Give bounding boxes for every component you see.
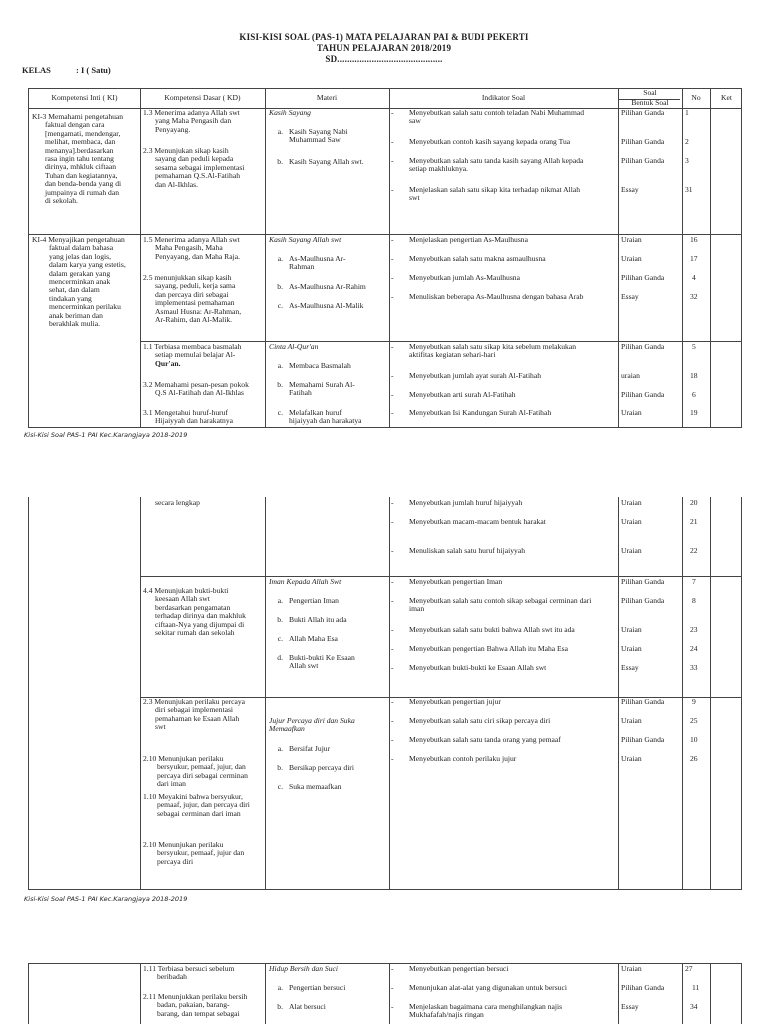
indikator-row: - Menyebutkan bukti-bukti ke Esaan Allah swt	[391, 663, 547, 672]
bentuk-soal: uraian	[621, 371, 640, 380]
bentuk-soal: Pilihan Ganda	[621, 735, 665, 744]
materi-item: a. Membaca Basmalah	[277, 361, 351, 370]
table-page-3	[28, 963, 742, 1024]
materi-cinta-alquran: Cinta Al-Qur'an	[269, 342, 319, 351]
indikator-row: - Menyebutkan jumlah As-Maulhusna	[391, 273, 520, 282]
kd-2-10-b: 2.10 Menunjukan perilaku bersyukur, pemaaf, jujur dan percaya diri	[143, 840, 245, 866]
nomor-soal: 31	[685, 185, 693, 194]
kd-1-5: 1.5 Menerima adanya Allah swt Maha Pengasih, Maha Penyayang, dan Maha Raja.	[143, 235, 240, 261]
doc-school: SD...........................................	[325, 54, 443, 64]
nomor-soal: 23	[690, 625, 698, 634]
bentuk-soal: Uraian	[621, 754, 642, 763]
nomor-soal: 33	[690, 663, 698, 672]
indikator-row: - Menyebutkan salah satu ciri sikap percaya diri	[391, 716, 551, 725]
bentuk-soal: Essay	[621, 1002, 639, 1011]
bentuk-soal: Pilihan Ganda	[621, 137, 665, 146]
materi-kasih-sayang-allah: Kasih Sayang Allah swt	[269, 235, 342, 244]
nomor-soal: 8	[692, 596, 696, 605]
indikator-row: - Menyebutkan pengertian bersuci	[391, 964, 509, 973]
indikator-row: - Menyebutkan pengertian Iman	[391, 577, 503, 586]
indikator-row: - Menyebutkan pengertian Bahwa Allah itu Maha Esa	[391, 644, 569, 653]
indikator-row: - Menyebutkan salah satu sikap kita sebelum melakukan aktifitas kegiatan sehari-hari	[391, 342, 577, 360]
bentuk-soal: Uraian	[621, 625, 642, 634]
header-bentuk-soal: Bentuk Soal	[631, 98, 669, 107]
bentuk-soal: Essay	[621, 185, 639, 194]
indikator-row: - Menyebutkan salah satu contoh teladan Nabi Muhammad saw	[391, 108, 585, 126]
indikator-row: - Menunjukan alat-alat yang digunakan untuk bersuci	[391, 983, 567, 992]
nomor-soal: 21	[690, 517, 698, 526]
table-page-1	[28, 88, 742, 428]
materi-item: d. Bukti-bukti Ke Esaan Allah swt	[277, 653, 355, 671]
bentuk-soal: Pilihan Ganda	[621, 596, 665, 605]
nomor-soal: 34	[690, 1002, 698, 1011]
materi-jujur: Jujur Percaya diri dan Suka Memaafkan	[269, 716, 355, 734]
indikator-row: - Menyebutkan salah satu bukti bahwa Allah swt itu ada	[391, 625, 575, 634]
doc-year: TAHUN PELAJARAN 2018/2019	[316, 43, 452, 53]
kd-2-10: 2.10 Menunjukan perilaku bersyukur, pemaaf, jujur, dan percaya diri sebagai cerminan dari iman	[143, 754, 248, 789]
indikator-row: - Menyebutkan arti surah Al-Fatihah	[391, 390, 516, 399]
materi-item: c. As-Maulhusna Al-Malik	[277, 301, 364, 310]
kelas-value: : I ( Satu)	[76, 65, 111, 75]
indikator-row: - Menjelaskan salah satu sikap kita terhadap nikmat Allah swt	[391, 185, 581, 203]
indikator-row: - Menyebutkan salah satu tanda orang yang pemaaf	[391, 735, 561, 744]
header-soal: Soal	[643, 88, 657, 97]
bentuk-soal: Pilihan Ganda	[621, 156, 665, 165]
materi-item: b. Kasih Sayang Allah swt.	[277, 157, 364, 166]
bentuk-soal: Uraian	[621, 517, 642, 526]
nomor-soal: 22	[690, 546, 698, 555]
bentuk-soal: Essay	[621, 663, 639, 672]
bentuk-soal: Uraian	[621, 235, 642, 244]
bentuk-soal: Uraian	[621, 716, 642, 725]
nomor-soal: 6	[692, 390, 696, 399]
materi-item: c. Melafalkan huruf hijaiyyah dan harakatya	[277, 408, 362, 426]
nomor-soal: 5	[692, 342, 696, 351]
materi-item: c. Suka memaafkan	[277, 782, 342, 791]
kelas-label: KELAS	[22, 65, 51, 75]
nomor-soal: 3	[685, 156, 689, 165]
materi-hidup-bersih: Hidup Bersih dan Suci	[269, 964, 338, 973]
kd-1-10: 1.10 Meyakini bahwa bersyukur, pemaaf, jujur, dan percaya diri sebagai cerminan dari iman	[143, 792, 250, 818]
kd-1-11: 1.11 Terbiasa bersuci sebelum beribadah	[143, 964, 235, 982]
nomor-soal: 19	[690, 408, 698, 417]
indikator-row: - Menjelaskan bagaimana cara menghilangkan najis Mukhafafah/najis ringan	[391, 1002, 563, 1020]
nomor-soal: 20	[690, 498, 698, 507]
nomor-soal: 17	[690, 254, 698, 263]
table-page-2	[28, 497, 742, 890]
kd-4-4: 4.4 Menunjukan bukti-bukti keesaan Allah swt berdasarkan pengamatan terhadap dirinya dan makhluk ciftaan-Nya yang dijumpai di sekitar rumah dan sekolah	[143, 586, 246, 638]
indikator-row: - Menyebutkan contoh kasih sayang kepada orang Tua	[391, 137, 571, 146]
kd-3-2: 3.2 Memahami pesan-pesan pokok Q.S Al-Fatihah dan Al-Ikhlas	[143, 380, 249, 398]
materi-item: b. Bersikap percaya diri	[277, 763, 354, 772]
materi-item: a. As-Maulhusna Ar- Rahman	[277, 254, 346, 272]
bentuk-soal: Uraian	[621, 546, 642, 555]
bentuk-soal: Pilihan Ganda	[621, 697, 665, 706]
indikator-row: - Menyebutkan jumlah ayat surah Al-Fatihah	[391, 371, 542, 380]
kd-continuation: secara lengkap	[155, 498, 200, 507]
kd-2-11: 2.11 Menunjukkan perilaku bersih badan, pakaian, barang- barang, dan tempat sebagai	[143, 992, 248, 1018]
indikator-row: - Menyebutkan macam-macam bentuk harakat	[391, 517, 546, 526]
indikator-row: - Menyebutkan contoh perilaku jujur	[391, 754, 517, 763]
bentuk-soal: Uraian	[621, 644, 642, 653]
indikator-row: - Menuliskan beberapa As-Maulhusna dengan bahasa Arab	[391, 292, 584, 301]
bentuk-soal: Pilihan Ganda	[621, 390, 665, 399]
nomor-soal: 9	[692, 697, 696, 706]
nomor-soal: 16	[690, 235, 698, 244]
nomor-soal: 26	[690, 754, 698, 763]
nomor-soal: 25	[690, 716, 698, 725]
nomor-soal: 32	[690, 292, 698, 301]
doc-title: KISI-KISI SOAL (PAS-1) MATA PELAJARAN PAI & BUDI PEKERTI	[239, 32, 529, 42]
indikator-row: - Menyebutkan Isi Kandungan Surah Al-Fatihah	[391, 408, 552, 417]
bentuk-soal: Pilihan Ganda	[621, 273, 665, 282]
bentuk-soal: Pilihan Ganda	[621, 983, 665, 992]
page-footer: Kisi-Kisi Soal PAS-1 PAI Kec.Karangjaya 2018-2019	[24, 895, 188, 903]
bentuk-soal: Pilihan Ganda	[621, 108, 665, 117]
page-footer: Kisi-Kisi Soal PAS-1 PAI Kec.Karangjaya 2018-2019	[24, 431, 188, 439]
kd-2-3: 2.3 Menunjukan sikap kasih sayang dan peduli kepada sesama sebagai implementasi pemahaman Q.S.Al-Fatihah dan Al-Ikhlas.	[143, 146, 245, 189]
bentuk-soal: Uraian	[621, 498, 642, 507]
nomor-soal: 10	[690, 735, 698, 744]
ki-3-text: KI-3 Memahami pengetahuan faktual dengan cara [mengamati, mendengar, melihat, membaca, dan menanya].berdasarkan rasa ingin tahu tentang dirinya, mhkluk ciftaan Tuhan dan kegiatannya, dan benda-benda yang di jumpainya di rumah dan di sekolah.	[32, 112, 124, 206]
ki-4-text: KI-4 Menyajikan pengetahuan faktual dalam bahasa yang jelas dan logis, dalam karya yang estetis, dalam gerakan yang mencerminkan anak sehat, dan dalam tindakan yang mencerminkan perilaku anak beriman dan berakhlak mulia.	[32, 235, 126, 329]
header-kd: Kompetensi Dasar ( KD)	[164, 93, 241, 102]
indikator-row: - Menyebutkan salah satu contoh sikap sebagai cerminan dari iman	[391, 596, 592, 614]
nomor-soal: 7	[692, 577, 696, 586]
kd-2-3-jujur: 2.3 Menunjukan perilaku percaya diri sebagai implementasi pemahaman ke Esaan Allah swt	[143, 697, 246, 732]
indikator-row: - Menyebutkan pengertian jujur	[391, 697, 501, 706]
bentuk-soal: Uraian	[621, 254, 642, 263]
materi-item: a. Kasih Sayang Nabi Muhammad Saw	[277, 127, 348, 145]
kd-1-3: 1.3 Menerima adanya Allah swt yang Maha Pengasih dan Penyayang.	[143, 108, 240, 134]
header-ket: Ket	[721, 93, 732, 102]
indikator-row: - Menjelaskan pengertian As-Maulhusna	[391, 235, 528, 244]
header-ki: Kompetensi Inti ( KI)	[51, 93, 118, 102]
nomor-soal: 24	[690, 644, 698, 653]
header-materi: Materi	[316, 93, 338, 102]
header-no: No	[691, 93, 701, 102]
materi-iman: Iman Kepada Allah Swt	[269, 577, 342, 586]
kd-2-5: 2.5 menunjukkan sikap kasih sayang, peduli, kerja sama dan percaya diri sebagai implementasi pemahaman Asmaul Husna: Ar-Rahman, Ar-Rahim, dan Al-Malik.	[143, 273, 242, 325]
kd-3-1: 3.1 Mengetahui huruf-huruf Hijaiyyah dan harakatnya	[143, 408, 234, 426]
nomor-soal: 1	[685, 108, 689, 117]
nomor-soal: 27	[685, 964, 693, 973]
materi-item: b. Alat bersuci	[277, 1002, 326, 1011]
indikator-row: - Menuliskan salah satu huruf hijaiyyah	[391, 546, 525, 555]
bentuk-soal: Pilihan Ganda	[621, 577, 665, 586]
bentuk-soal: Pilihan Ganda	[621, 342, 665, 351]
indikator-row: - Menyebutkan jumlah huruf hijaiyyah	[391, 498, 523, 507]
nomor-soal: 11	[692, 983, 700, 992]
nomor-soal: 18	[690, 371, 698, 380]
materi-item: b. Memahami Surah Al- Fatihah	[277, 380, 355, 398]
bentuk-soal: Uraian	[621, 408, 642, 417]
materi-item: c. Allah Maha Esa	[277, 634, 338, 643]
materi-item: a. Pengertian bersuci	[277, 983, 346, 992]
bentuk-soal: Uraian	[621, 964, 642, 973]
header-indikator: Indikator Soal	[481, 93, 526, 102]
materi-item: a. Bersifat Jujur	[277, 744, 331, 753]
indikator-row: - Menyebutkan salah satu tanda kasih sayang Allah kepada setiap makhluknya.	[391, 156, 584, 174]
materi-item: b. Bukti Allah itu ada	[277, 615, 347, 624]
materi-kasih-sayang: Kasih Sayang	[269, 108, 311, 117]
kd-1-1: 1.1 Terbiasa membaca basmalah setiap memulai belajar Al- Qur'an.	[143, 342, 242, 368]
nomor-soal: 4	[692, 273, 696, 282]
bentuk-soal: Essay	[621, 292, 639, 301]
materi-item: b. As-Maulhusna Ar-Rahim	[277, 282, 366, 291]
nomor-soal: 2	[685, 137, 689, 146]
indikator-row: - Menyebutkan salah satu makna asmaulhusna	[391, 254, 546, 263]
materi-item: a. Pengertian Iman	[277, 596, 339, 605]
